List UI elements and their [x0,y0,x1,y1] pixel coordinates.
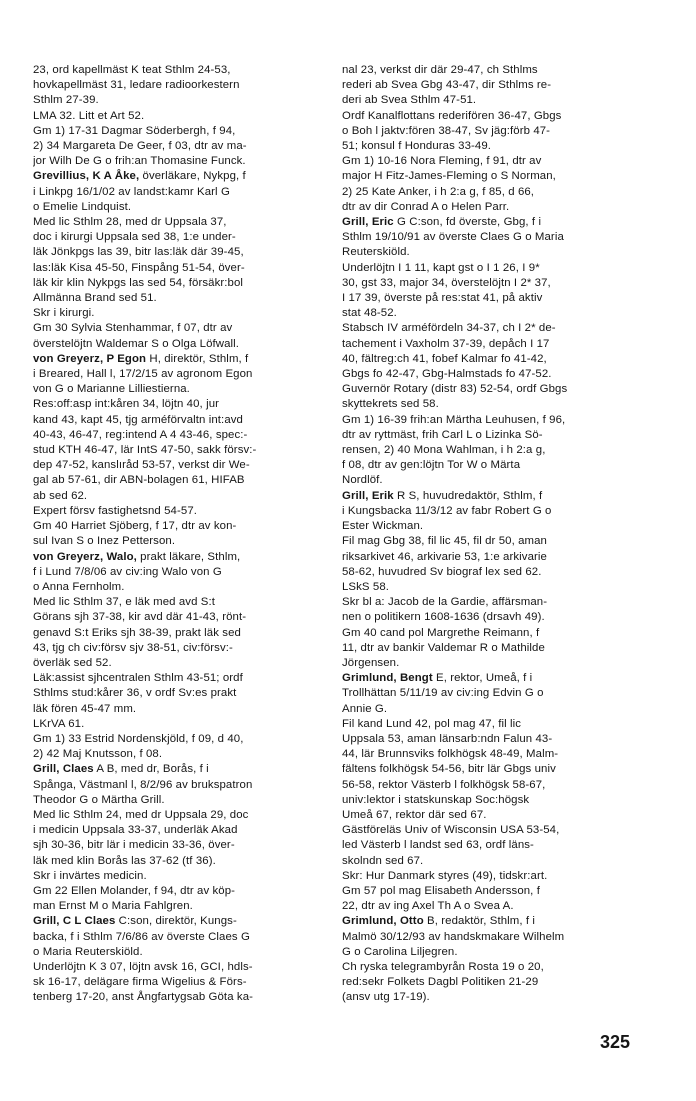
entry-name: Grill, Erik [342,489,394,502]
text-line: läk med klin Borås las 37-62 (tf 36). [33,854,216,867]
text-line: f 08, dtr av gen:löjtn Tor W o Märta [342,459,521,472]
text-line: Jörgensen. [342,656,400,669]
text-line: fältens folkhögsk 54-56, bitr lär Gbgs univ [342,763,556,776]
text-line: Sthlms stud:kårer 36, v ordf Sv:es prakt [33,687,237,700]
text-line: stat 48-52. [342,307,397,320]
text-line: Skr bl a: Jacob de la Gardie, affärsman- [342,596,548,609]
text-line: rederi ab Svea Gbg 43-47, dir Sthlms re- [342,79,552,92]
text-line: 40, fältreg:ch 41, fobef Kalmar fo 41-42, [342,352,547,365]
text-line: sk 16-17, delägare firma Wigelius & Förs- [33,976,247,989]
text-line: man Ernst M o Maria Fahlgren. [33,900,193,913]
entry-name: von Greyerz, Walo, [33,550,137,563]
text-line: Görans sjh 37-38, kir avd där 41-43, rönt- [33,611,247,624]
text-line: las:läk Kisa 45-50, Finspång 51-54, över- [33,261,245,274]
text-line: 56-58, rektor Västerb l folkhögsk 58-67, [342,778,546,791]
page-number: 325 [600,1032,631,1052]
entry-name: Grill, Eric [342,216,394,229]
text-line: major H Fitz-James-Fleming o S Norman, [342,170,556,183]
text-line: dtr av ryttmäst, frih Carl L o Lizinka Sö- [342,428,543,441]
entry-name: Grevillius, K A Åke, [33,170,140,183]
text-line: Grill, Eric G C:son, fd överste, Gbg, f i [342,216,542,229]
entry-name: Grill, C L Claes [33,915,116,928]
text-line: 22, dtr av ing Axel Th A o Svea A. [342,900,514,913]
text-line: Ester Wickman. [342,520,424,533]
text-line: dtr av dir Conrad A o Helen Parr. [342,200,510,213]
text-line: LKrVA 61. [33,717,85,730]
text-line: läk kir klin Nykpgs las sed 54, försäkr:bol [33,276,244,289]
text-line: Läk:assist sjhcentralen Sthlm 43-51; ordf [33,672,243,685]
text-line: doc i kirurgi Uppsala sed 38, 1:e under- [33,231,236,244]
text-line: Sthlm 19/10/91 av överste Claes G o Maria [342,231,564,244]
text-line: nen o politikern 1608-1636 (drsavh 49). [342,611,545,624]
text-line: backa, f i Sthlm 7/6/86 av överste Claes G [33,930,250,943]
left-text-column [33,63,331,1006]
text-line: kand 43, kapt 45, tjg arméförvaltn int:avd [33,413,243,426]
text-line: o Anna Fernholm. [33,580,125,593]
text-line: i Linkpg 16/1/02 av landst:kamr Karl G [33,185,230,198]
text-line: gal ab 57-61, dir ABN-bolagen 61, HIFAB [33,474,245,487]
right-text-column [342,63,640,1006]
text-line: Skr i invärtes medicin. [33,869,147,882]
text-line: Gm 1) 33 Estrid Nordenskjöld, f 09, d 40, [33,732,244,745]
text-line: Expert försv fastighetsnd 54-57. [33,504,198,517]
text-line: Fil kand Lund 42, pol mag 47, fil lic [342,717,522,730]
text-line: läk fören 45-47 mm. [33,702,137,715]
text-line: o Emelie Lindquist. [33,200,132,213]
text-line: skyttekrets sed 58. [342,398,439,411]
text-line: Grevillius, K A Åke, överläkare, Nykpg, f [33,170,246,183]
text-line: Gbgs fo 42-47, Gbg-Halmstads fo 47-52. [342,368,552,381]
text-line: överstelöjtn Waldemar S o Olga Löfwall. [33,337,240,350]
text-line: von Greyerz, Walo, prakt läkare, Sthlm, [33,550,241,563]
text-line: riksarkivet 46, arkivarie 53, 1:e arkivarie [342,550,547,563]
text-line: Gm 40 Harriet Sjöberg, f 17, dtr av kon- [33,520,237,533]
text-line: rensen, 2) 40 Mona Wahlman, i h 2:a g, [342,444,546,457]
text-line: Theodor G o Märtha Grill. [33,793,165,806]
text-line: genavd S:t Eriks sjh 38-39, prakt läk sed [33,626,241,639]
text-line: G o Carolina Liljegren. [342,945,458,958]
text-line: 2) 42 Maj Knutsson, f 08. [33,748,163,761]
text-line: 23, ord kapellmäst K teat Sthlm 24-53, [33,64,231,76]
text-line: överläk sed 52. [33,656,112,669]
text-line: Skr: Hur Danmark styres (49), tidskr:art. [342,869,548,882]
text-line: (ansv utg 17-19). [342,991,430,1004]
text-line: Grimlund, Bengt E, rektor, Umeå, f i [342,672,533,685]
entry-name: Grimlund, Otto [342,915,424,928]
text-line: Med lic Sthlm 28, med dr Uppsala 37, [33,216,227,229]
text-line: 11, dtr av bankir Valdemar R o Mathilde [342,641,545,654]
text-line: Allmänna Brand sed 51. [33,292,157,305]
text-line: Ch ryska telegrambyrån Rosta 19 o 20, [342,960,544,973]
text-line: Gästföreläs Univ of Wisconsin USA 53-54, [342,824,560,837]
text-line: 2) 25 Kate Anker, i h 2:a g, f 85, d 66, [342,185,535,198]
text-line: Stabsch IV arméfördeln 34-37, ch I 2* de- [342,322,556,335]
text-line: deri ab Svea Sthlm 47-51. [342,94,477,107]
entry-name: Grimlund, Bengt [342,672,433,685]
text-line: jor Wilh De G o frih:an Thomasine Funck. [33,155,246,168]
text-line: ab sed 62. [33,489,88,502]
text-line: i Breared, Hall l, 17/2/15 av agronom Egon [33,368,253,381]
text-line: Umeå 67, rektor där sed 67. [342,808,487,821]
text-line: Res:off:asp int:kåren 34, löjtn 40, jur [33,398,220,411]
text-line: sul Ivan S o Inez Petterson. [33,535,176,548]
text-line: led Västerb l landst sed 63, ordf läns- [342,839,534,852]
text-line: Gm 1) 10-16 Nora Fleming, f 91, dtr av [342,155,542,168]
text-line: Med lic Sthlm 37, e läk med avd S:t [33,596,216,609]
text-line: Gm 40 cand pol Margrethe Reimann, f [342,626,540,639]
text-line: Skr i kirurgi. [33,307,95,320]
text-line: I 17 39, överste på res:stat 41, på aktiv [342,292,543,305]
text-line: läk Jönkpgs las 39, bitr las:läk där 39-45, [33,246,244,259]
text-line: Uppsala 53, aman länsarb:ndn Falun 43- [342,732,553,745]
text-line: Ordf Kanalflottans rederifören 36-47, Gbgs [342,109,562,122]
text-line: Spånga, Västmanl l, 8/2/96 av brukspatron [33,778,253,791]
text-line: univ:lektor i statskunskap Soc:högsk [342,793,530,806]
text-line: von G o Marianne Lilliestierna. [33,383,190,396]
text-line: 58-62, huvudred Sv biograf lex sed 62. [342,565,542,578]
text-line: Annie G. [342,702,388,715]
text-line: Sthlm 27-39. [33,94,99,107]
text-line: Gm 1) 17-31 Dagmar Söderbergh, f 94, [33,124,236,137]
text-line: Med lic Sthlm 24, med dr Uppsala 29, doc [33,808,249,821]
text-line: i Kungsbacka 11/3/12 av fabr Robert G o [342,504,552,517]
text-line: o Boh l jaktv:fören 38-47, Sv jäg:förb 47- [342,124,551,137]
text-line: i medicin Uppsala 33-37, underläk Akad [33,824,238,837]
text-line: Underlöjtn I 1 11, kapt gst o I 1 26, I 9* [342,261,540,274]
text-line: Gm 22 Ellen Molander, f 94, dtr av köp- [33,884,236,897]
text-line: LSkS 58. [342,580,390,593]
text-line: sjh 30-36, bitr lär i medicin 33-36, över- [33,839,235,852]
text-line: Grimlund, Otto B, redaktör, Sthlm, f i [342,915,536,928]
entry-name: von Greyerz, P Egon [33,352,147,365]
text-line: red:sekr Folkets Dagbl Politiken 21-29 [342,976,539,989]
text-line: 51; konsul f Honduras 33-49. [342,140,492,153]
entry-name: Grill, Claes [33,763,94,776]
text-line: LMA 32. Litt et Art 52. [33,109,145,122]
text-line: Grill, Claes A B, med dr, Borås, f i [33,763,209,776]
text-line: Fil mag Gbg 38, fil lic 45, fil dr 50, aman [342,535,547,548]
text-line: Grill, Erik R S, huvudredaktör, Sthlm, f [342,489,543,502]
text-line: Trollhättan 5/11/19 av civ:ing Edvin G o [342,687,544,700]
text-line: f i Lund 7/8/06 av civ:ing Walo von G [33,565,222,578]
text-line: tachement i Vaxholm 37-39, depåch I 17 [342,337,550,350]
text-line: 2) 34 Margareta De Geer, f 03, dtr av ma- [33,140,247,153]
text-line: nal 23, verkst dir där 29-47, ch Sthlms [342,64,538,76]
text-line: tenberg 17-20, anst Ångfartygsab Göta ka- [33,991,254,1004]
text-line: 30, gst 33, major 34, överstelöjtn I 2* 37, [342,276,551,289]
text-line: 44, lär Brunnsviks folkhögsk 48-49, Malm- [342,748,559,761]
text-line: hovkapellmäst 31, ledare radioorkestern [33,79,240,92]
text-line: Grill, C L Claes C:son, direktör, Kungs- [33,915,237,928]
text-line: 40-43, 46-47, reg:intend A 4 43-46, spec:- [33,428,248,441]
text-line: skolndn sed 67. [342,854,424,867]
text-line: von Greyerz, P Egon H, direktör, Sthlm, f [33,352,249,365]
text-line: 43, tjg ch civ:försv sjv 38-51, civ:försv:- [33,641,233,654]
text-line: Gm 57 pol mag Elisabeth Andersson, f [342,884,540,897]
text-line: Gm 1) 16-39 frih:an Märtha Leuhusen, f 96, [342,413,566,426]
text-line: Underlöjtn K 3 07, löjtn avsk 16, GCI, hdls- [33,960,253,973]
text-line: Malmö 30/12/93 av handskmakare Wilhelm [342,930,565,943]
text-line: Nordlöf. [342,474,383,487]
text-line: dep 47-52, kanslıråd 53-57, verkst dir We- [33,459,250,472]
text-line: stud KTH 46-47, lär IntS 47-50, sakk försv:- [33,444,257,457]
text-line: Guvernör Rotary (distr 83) 52-54, ordf Gbgs [342,383,568,396]
text-line: o Maria Reuterskiöld. [33,945,143,958]
text-line: Reuterskiöld. [342,246,410,259]
text-line: Gm 30 Sylvia Stenhammar, f 07, dtr av [33,322,233,335]
